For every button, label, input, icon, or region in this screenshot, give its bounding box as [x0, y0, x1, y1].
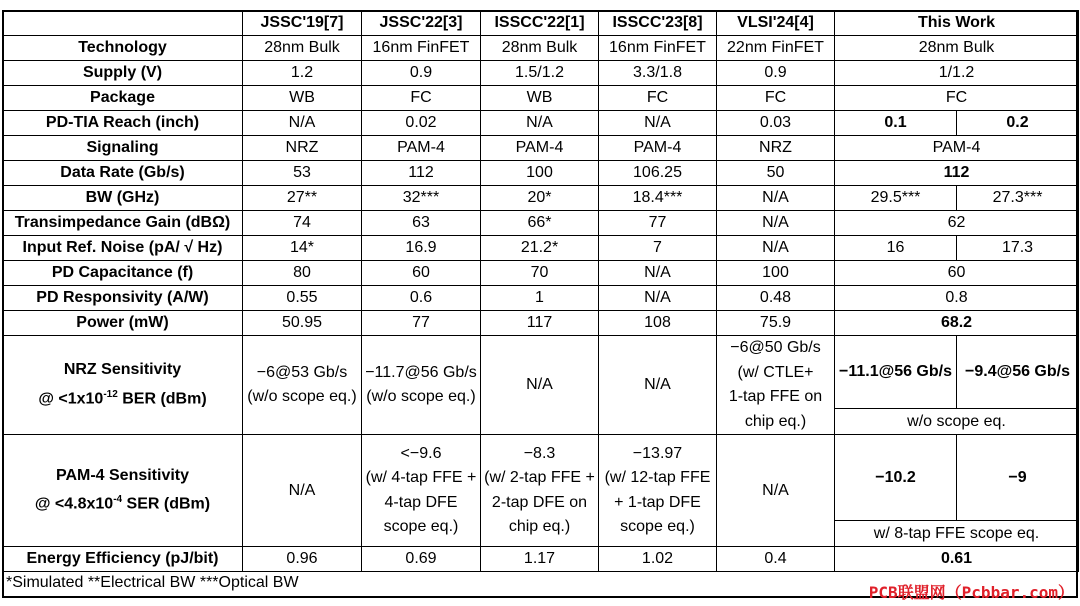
- cell: 16.9: [362, 236, 481, 261]
- cell: N/A: [717, 236, 835, 261]
- cell: 70: [481, 261, 599, 286]
- cell: 50: [717, 161, 835, 186]
- cell: −6@53 Gb/s (w/o scope eq.): [243, 336, 362, 435]
- cell: 1.2: [243, 61, 362, 86]
- row-label: Energy Efficiency (pJ/bit): [3, 547, 243, 572]
- table-row: [3, 547, 1079, 572]
- cell: WB: [243, 86, 362, 111]
- cell: 77: [599, 211, 717, 236]
- row-label: Signaling: [3, 136, 243, 161]
- cell: 27.3***: [957, 186, 1079, 211]
- table-row: [3, 86, 1079, 111]
- cell: 63: [362, 211, 481, 236]
- cell: N/A: [599, 261, 717, 286]
- cell: FC: [835, 86, 1079, 111]
- cell: 0.02: [362, 111, 481, 136]
- cell: 21.2*: [481, 236, 599, 261]
- cell: <−9.6 (w/ 4-tap FFE + 4-tap DFE scope eq.): [362, 435, 481, 547]
- cell: N/A: [481, 111, 599, 136]
- row-label: Package: [3, 86, 243, 111]
- cell: WB: [481, 86, 599, 111]
- nrz-label-line1: NRZ Sensitivity: [63, 361, 182, 379]
- cell: 18.4***: [599, 186, 717, 211]
- table-row: [3, 111, 1079, 136]
- cell: 14*: [243, 236, 362, 261]
- cell: 16: [835, 236, 957, 261]
- cell: 16nm FinFET: [362, 36, 481, 61]
- cell: PAM-4: [835, 136, 1079, 161]
- cell: 112: [835, 161, 1079, 186]
- cell: 0.48: [717, 286, 835, 311]
- header-col-1: JSSC'19[7]: [243, 11, 362, 36]
- cell: 1/1.2: [835, 61, 1079, 86]
- cell: FC: [599, 86, 717, 111]
- cell: 22nm FinFET: [717, 36, 835, 61]
- cell: 0.4: [717, 547, 835, 572]
- header-col-5: VLSI'24[4]: [717, 11, 835, 36]
- table-row: [3, 161, 1079, 186]
- cell: 50.95: [243, 311, 362, 336]
- cell: 27**: [243, 186, 362, 211]
- cell: 29.5***: [835, 186, 957, 211]
- row-label: Technology: [3, 36, 243, 61]
- header-col-4: ISSCC'23[8]: [599, 11, 717, 36]
- cell: FC: [717, 86, 835, 111]
- cell-note: w/ 8-tap FFE scope eq.: [835, 521, 1079, 547]
- cell: 0.6: [362, 286, 481, 311]
- table-row: [3, 236, 1079, 261]
- cell: 53: [243, 161, 362, 186]
- cell: 1.5/1.2: [481, 61, 599, 86]
- row-label: Data Rate (Gb/s): [3, 161, 243, 186]
- cell: 117: [481, 311, 599, 336]
- cell-note: w/o scope eq.: [835, 409, 1079, 435]
- cell: −10.2: [835, 435, 957, 521]
- cell: 0.61: [835, 547, 1079, 572]
- cell: 60: [362, 261, 481, 286]
- row-label: PD-TIA Reach (inch): [3, 111, 243, 136]
- cell: 0.1: [835, 111, 957, 136]
- table-row: [3, 61, 1079, 86]
- cell: FC: [362, 86, 481, 111]
- row-label-nrz: [3, 336, 243, 435]
- cell: 1: [481, 286, 599, 311]
- cell: 0.9: [362, 61, 481, 86]
- cell: N/A: [717, 211, 835, 236]
- cell: 68.2: [835, 311, 1079, 336]
- cell: 80: [243, 261, 362, 286]
- cell: 16nm FinFET: [599, 36, 717, 61]
- cell: 1.17: [481, 547, 599, 572]
- cell: N/A: [243, 435, 362, 547]
- cell: 77: [362, 311, 481, 336]
- pam4-label-line2-post: SER (dBm): [122, 495, 211, 513]
- cell: 106.25: [599, 161, 717, 186]
- cell: 74: [243, 211, 362, 236]
- cell: 17.3: [957, 236, 1079, 261]
- header-col-2: JSSC'22[3]: [362, 11, 481, 36]
- cell: N/A: [599, 336, 717, 435]
- cell: 60: [835, 261, 1079, 286]
- comparison-table: [2, 10, 1079, 572]
- row-label: PD Capacitance (f): [3, 261, 243, 286]
- cell: 0.03: [717, 111, 835, 136]
- row-label: PD Responsivity (A/W): [3, 286, 243, 311]
- cell: 0.2: [957, 111, 1079, 136]
- table-row: [3, 261, 1079, 286]
- pam4-label-line1: PAM-4 Sensitivity: [55, 466, 190, 484]
- cell: N/A: [599, 286, 717, 311]
- cell: N/A: [717, 435, 835, 547]
- cell: 28nm Bulk: [243, 36, 362, 61]
- table-row: [3, 311, 1079, 336]
- cell: NRZ: [243, 136, 362, 161]
- footnote: *Simulated **Electrical BW ***Optical BW: [6, 574, 299, 591]
- header-row: [3, 11, 1079, 36]
- cell: 1.02: [599, 547, 717, 572]
- table-row: [3, 435, 1079, 521]
- cell: PAM-4: [599, 136, 717, 161]
- table-row: [3, 186, 1079, 211]
- cell: −11.7@56 Gb/s (w/o scope eq.): [362, 336, 481, 435]
- cell: 62: [835, 211, 1079, 236]
- cell: 0.9: [717, 61, 835, 86]
- cell: 32***: [362, 186, 481, 211]
- cell: 100: [717, 261, 835, 286]
- nrz-label-line2-pre: @ <1x10: [38, 390, 104, 408]
- header-this-work: This Work: [835, 11, 1079, 36]
- table-row: [3, 36, 1079, 61]
- header-empty: [3, 11, 243, 36]
- cell: −9: [957, 435, 1079, 521]
- row-label: Transimpedance Gain (dBΩ): [3, 211, 243, 236]
- cell: 20*: [481, 186, 599, 211]
- cell: 75.9: [717, 311, 835, 336]
- cell: 112: [362, 161, 481, 186]
- cell: −6@50 Gb/s (w/ CTLE+ 1-tap FFE on chip eq.): [717, 336, 835, 435]
- cell: N/A: [481, 336, 599, 435]
- cell: 28nm Bulk: [835, 36, 1079, 61]
- cell: 100: [481, 161, 599, 186]
- cell: 0.96: [243, 547, 362, 572]
- row-label: Supply (V): [3, 61, 243, 86]
- cell: N/A: [717, 186, 835, 211]
- row-label: Power (mW): [3, 311, 243, 336]
- header-col-3: ISSCC'22[1]: [481, 11, 599, 36]
- table-row: [3, 286, 1079, 311]
- nrz-label-line2-post: BER (dBm): [117, 390, 207, 408]
- row-label: Input Ref. Noise (pA/ √ Hz): [3, 236, 243, 261]
- table-row: [3, 136, 1079, 161]
- watermark: PCB联盟网（Pcbbar.com）: [868, 583, 1074, 602]
- table-row: [3, 211, 1079, 236]
- cell: −8.3 (w/ 2-tap FFE + 2-tap DFE on chip eq.): [481, 435, 599, 547]
- table-row: [3, 336, 1079, 409]
- cell: N/A: [599, 111, 717, 136]
- cell: −11.1@56 Gb/s: [835, 336, 957, 409]
- cell: 28nm Bulk: [481, 36, 599, 61]
- cell: NRZ: [717, 136, 835, 161]
- cell: PAM-4: [481, 136, 599, 161]
- pam4-label-line2-pre: @ <4.8x10: [34, 495, 114, 513]
- cell: 3.3/1.8: [599, 61, 717, 86]
- cell: 0.55: [243, 286, 362, 311]
- cell: N/A: [243, 111, 362, 136]
- cell: 7: [599, 236, 717, 261]
- pam4-label-line2-sup: -4: [113, 494, 123, 506]
- nrz-label-line2-sup: -12: [103, 388, 118, 400]
- cell: 0.8: [835, 286, 1079, 311]
- row-label: BW (GHz): [3, 186, 243, 211]
- cell: 108: [599, 311, 717, 336]
- cell: 0.69: [362, 547, 481, 572]
- cell: −9.4@56 Gb/s: [957, 336, 1079, 409]
- cell: PAM-4: [362, 136, 481, 161]
- row-label-pam4: [3, 435, 243, 547]
- cell: 66*: [481, 211, 599, 236]
- cell: −13.97 (w/ 12-tap FFE + 1-tap DFE scope eq.): [599, 435, 717, 547]
